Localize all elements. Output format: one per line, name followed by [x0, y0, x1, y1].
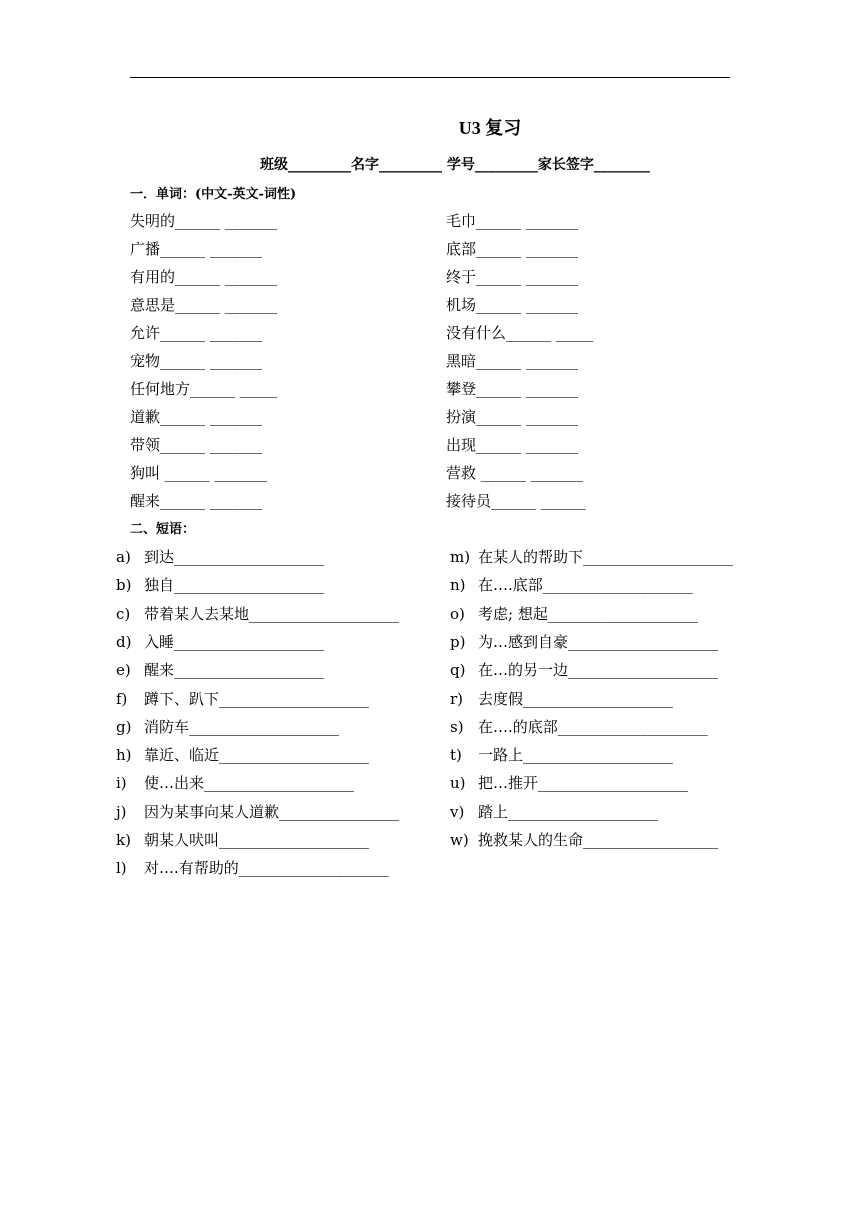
phrase-text: 消防车____________________	[144, 718, 340, 736]
phrase-item-right	[450, 716, 708, 737]
phrase-text: 在某人的帮助下____________________	[478, 548, 734, 566]
phrase-label: k)	[116, 831, 131, 849]
phrase-text: 朝某人吠叫____________________	[144, 831, 370, 849]
vocab-item-left: 醒来______ _______	[130, 492, 263, 510]
phrase-item-right	[450, 829, 718, 850]
phrase-item-right	[450, 546, 733, 567]
phrase-label: n)	[450, 576, 466, 594]
phrase-text: 一路上____________________	[478, 746, 674, 764]
phrase-item-left	[116, 744, 369, 765]
vocab-item-left: 允许______ _______	[130, 324, 263, 342]
phrase-label: o)	[450, 605, 465, 623]
vocab-item-left: 宠物______ _______	[130, 352, 263, 370]
phrase-label: h)	[116, 746, 132, 764]
phrase-text: 踏上____________________	[478, 803, 659, 821]
phrase-label: b)	[116, 576, 132, 594]
phrase-text: 对….有帮助的____________________	[144, 859, 389, 877]
phrase-label: g)	[116, 718, 132, 736]
phrase-item-right	[450, 772, 688, 793]
phrase-label: s)	[450, 718, 464, 736]
phrase-text: 带着某人去某地____________________	[144, 605, 400, 623]
vocab-item-right: 没有什么______ _____	[446, 324, 594, 342]
phrase-label: p)	[450, 633, 466, 651]
vocab-item-right: 底部______ _______	[446, 240, 579, 258]
vocab-item-right: 终于______ _______	[446, 268, 579, 286]
phrase-text: 蹲下、趴下____________________	[144, 690, 370, 708]
phrase-text: 使…出来____________________	[144, 774, 355, 792]
vocab-item-right: 机场______ _______	[446, 296, 579, 314]
phrase-item-left	[116, 688, 369, 709]
vocab-item-left: 任何地方______ _____	[130, 380, 278, 398]
phrase-item-left	[116, 829, 369, 850]
phrase-item-right	[450, 659, 718, 680]
phrase-label: w)	[450, 831, 469, 849]
page-title: U3 复习	[458, 118, 522, 138]
phrase-item-right	[450, 688, 673, 709]
phrase-label: t)	[450, 746, 462, 764]
phrase-label: u)	[450, 774, 466, 792]
phrase-label: e)	[116, 661, 131, 679]
phrase-item-left	[116, 659, 324, 680]
phrase-text: 在….的底部____________________	[478, 718, 708, 736]
phrase-item-right	[450, 631, 718, 652]
phrase-label: c)	[116, 605, 131, 623]
vocab-item-right: 出现______ _______	[446, 436, 579, 454]
vocab-item-left: 道歉______ _______	[130, 408, 263, 426]
phrase-text: 考虑; 想起____________________	[478, 605, 698, 623]
phrase-item-left	[116, 603, 399, 624]
phrase-label: v)	[450, 803, 465, 821]
phrase-text: 因为某事向某人道歉________________	[144, 803, 400, 821]
vocab-item-left: 失明的______ _______	[130, 212, 278, 230]
vocab-item-right: 营救 ______ _______	[446, 464, 584, 482]
phrase-label: j)	[116, 803, 127, 821]
phrase-item-left	[116, 772, 354, 793]
phrase-text: 在…的另一边____________________	[478, 661, 719, 679]
phrase-item-right	[450, 603, 698, 624]
phrase-item-left	[116, 716, 339, 737]
phrase-text: 在….底部____________________	[478, 576, 693, 594]
vocab-item-right: 黑暗______ _______	[446, 352, 579, 370]
phrase-item-right	[450, 801, 658, 822]
phrase-label: m)	[450, 548, 471, 566]
phrase-label: r)	[450, 690, 464, 708]
phrase-text: 为…感到自豪____________________	[478, 633, 719, 651]
phrase-item-left	[116, 631, 324, 652]
phrase-text: 去度假____________________	[478, 690, 674, 708]
phrase-item-left	[116, 857, 389, 878]
phrase-item-left	[116, 546, 324, 567]
phrase-label: i)	[116, 774, 127, 792]
phrase-text: 醒来____________________	[144, 661, 325, 679]
vocab-item-left: 意思是______ _______	[130, 296, 278, 314]
phrase-item-left	[116, 574, 324, 595]
phrase-label: a)	[116, 548, 131, 566]
phrase-label: q)	[450, 661, 466, 679]
phrase-text: 入睡____________________	[144, 633, 325, 651]
phrase-text: 到达____________________	[144, 548, 325, 566]
phrase-section-heading: 二、短语：	[130, 522, 196, 537]
vocab-item-left: 带领______ _______	[130, 436, 263, 454]
phrase-label: l)	[116, 859, 127, 877]
student-info-line: 班级_________名字_________ 学号_________家长签字________	[260, 157, 650, 173]
phrase-item-left	[116, 801, 399, 822]
phrase-text: 挽救某人的生命__________________	[478, 831, 719, 849]
phrase-item-right	[450, 574, 693, 595]
phrase-text: 把…推开____________________	[478, 774, 689, 792]
phrase-label: d)	[116, 633, 132, 651]
vocab-item-left: 广播______ _______	[130, 240, 263, 258]
vocab-item-right: 接待员______ ______	[446, 492, 586, 510]
vocab-section-heading: 一．单词：(中文-英文-词性)	[130, 187, 297, 202]
phrase-item-right	[450, 744, 673, 765]
vocab-item-right: 扮演______ _______	[446, 408, 579, 426]
phrase-label: f)	[116, 690, 128, 708]
vocab-item-right: 毛巾______ _______	[446, 212, 579, 230]
header-rule	[130, 77, 730, 78]
phrase-text: 靠近、临近____________________	[144, 746, 370, 764]
vocab-item-right: 攀登______ _______	[446, 380, 579, 398]
vocab-item-left: 有用的______ _______	[130, 268, 278, 286]
vocab-item-left: 狗叫 ______ _______	[130, 464, 268, 482]
phrase-text: 独自____________________	[144, 576, 325, 594]
